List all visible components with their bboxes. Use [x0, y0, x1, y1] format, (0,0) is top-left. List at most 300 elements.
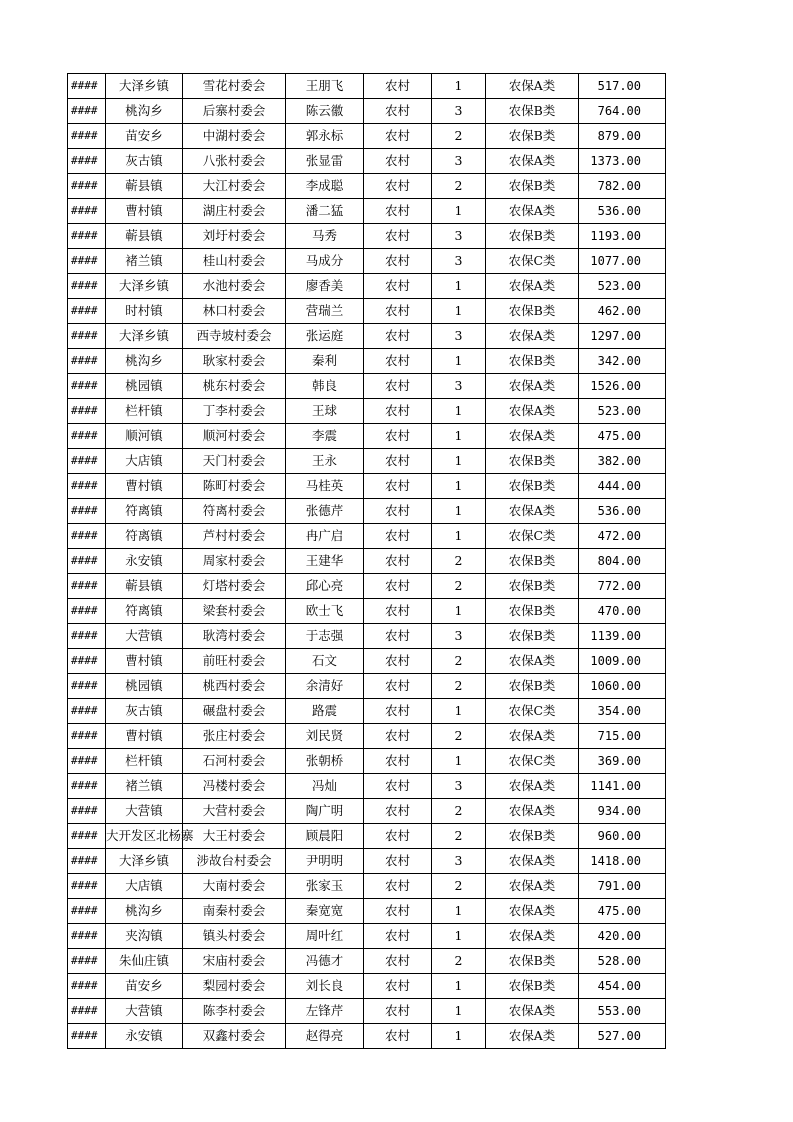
- village-cell: 大江村委会: [183, 174, 286, 199]
- name-cell: 廖香美: [286, 274, 364, 299]
- table-row: [68, 874, 666, 899]
- village-cell: 双鑫村委会: [183, 1024, 286, 1049]
- household-count-cell: 1: [432, 474, 486, 499]
- table-row: [68, 299, 666, 324]
- village-cell: 梁套村委会: [183, 599, 286, 624]
- area-type-cell: 农村: [364, 274, 432, 299]
- name-cell: 路震: [286, 699, 364, 724]
- town-cell: 灰古镇: [106, 149, 183, 174]
- name-cell: 王球: [286, 399, 364, 424]
- household-count-cell: 2: [432, 549, 486, 574]
- town-cell: 褚兰镇: [106, 249, 183, 274]
- name-cell: 邱心亮: [286, 574, 364, 599]
- name-cell: 周叶红: [286, 924, 364, 949]
- date-cell: ####: [68, 149, 106, 174]
- table-row: [68, 324, 666, 349]
- insurance-category-cell: 农保A类: [486, 324, 579, 349]
- town-cell: 苗安乡: [106, 124, 183, 149]
- insurance-category-cell: 农保B类: [486, 174, 579, 199]
- name-cell: 尹明明: [286, 849, 364, 874]
- name-cell: 马桂英: [286, 474, 364, 499]
- date-cell: ####: [68, 849, 106, 874]
- insurance-category-cell: 农保A类: [486, 874, 579, 899]
- table-row: [68, 849, 666, 874]
- date-cell: ####: [68, 674, 106, 699]
- town-cell: 桃沟乡: [106, 99, 183, 124]
- town-cell: 永安镇: [106, 1024, 183, 1049]
- date-cell: ####: [68, 899, 106, 924]
- name-cell: 刘长良: [286, 974, 364, 999]
- village-cell: 后寨村委会: [183, 99, 286, 124]
- area-type-cell: 农村: [364, 224, 432, 249]
- date-cell: ####: [68, 224, 106, 249]
- household-count-cell: 1: [432, 749, 486, 774]
- table-row: [68, 74, 666, 99]
- area-type-cell: 农村: [364, 674, 432, 699]
- village-cell: 南秦村委会: [183, 899, 286, 924]
- town-cell: 大营镇: [106, 799, 183, 824]
- table-row: [68, 699, 666, 724]
- name-cell: 秦宽宽: [286, 899, 364, 924]
- insurance-category-cell: 农保B类: [486, 674, 579, 699]
- amount-cell: 1141.00: [579, 774, 666, 799]
- area-type-cell: 农村: [364, 399, 432, 424]
- area-type-cell: 农村: [364, 899, 432, 924]
- village-cell: 灯塔村委会: [183, 574, 286, 599]
- date-cell: ####: [68, 924, 106, 949]
- town-cell: 时村镇: [106, 299, 183, 324]
- village-cell: 雪花村委会: [183, 74, 286, 99]
- amount-cell: 462.00: [579, 299, 666, 324]
- household-count-cell: 2: [432, 799, 486, 824]
- village-cell: 桂山村委会: [183, 249, 286, 274]
- amount-cell: 475.00: [579, 424, 666, 449]
- area-type-cell: 农村: [364, 824, 432, 849]
- area-type-cell: 农村: [364, 199, 432, 224]
- amount-cell: 1077.00: [579, 249, 666, 274]
- table-row: [68, 249, 666, 274]
- table-row: [68, 524, 666, 549]
- household-count-cell: 3: [432, 324, 486, 349]
- town-cell: 大泽乡镇: [106, 274, 183, 299]
- name-cell: 陈云徽: [286, 99, 364, 124]
- insurance-category-cell: 农保B类: [486, 349, 579, 374]
- table-row: [68, 374, 666, 399]
- area-type-cell: 农村: [364, 124, 432, 149]
- household-count-cell: 2: [432, 824, 486, 849]
- town-cell: 苗安乡: [106, 974, 183, 999]
- area-type-cell: 农村: [364, 799, 432, 824]
- amount-cell: 879.00: [579, 124, 666, 149]
- household-count-cell: 1: [432, 349, 486, 374]
- village-cell: 刘圩村委会: [183, 224, 286, 249]
- town-cell: 大营镇: [106, 999, 183, 1024]
- name-cell: 李成聪: [286, 174, 364, 199]
- table-row: [68, 749, 666, 774]
- insurance-category-cell: 农保B类: [486, 974, 579, 999]
- household-count-cell: 3: [432, 774, 486, 799]
- town-cell: 蕲县镇: [106, 574, 183, 599]
- date-cell: ####: [68, 349, 106, 374]
- amount-cell: 1193.00: [579, 224, 666, 249]
- insurance-category-cell: 农保B类: [486, 124, 579, 149]
- insurance-category-cell: 农保A类: [486, 849, 579, 874]
- date-cell: ####: [68, 649, 106, 674]
- household-count-cell: 3: [432, 849, 486, 874]
- town-cell: 桃园镇: [106, 374, 183, 399]
- date-cell: ####: [68, 174, 106, 199]
- date-cell: ####: [68, 599, 106, 624]
- village-cell: 天门村委会: [183, 449, 286, 474]
- household-count-cell: 1: [432, 899, 486, 924]
- amount-cell: 470.00: [579, 599, 666, 624]
- table-row: [68, 899, 666, 924]
- table-row: [68, 974, 666, 999]
- household-count-cell: 2: [432, 949, 486, 974]
- table-row: [68, 949, 666, 974]
- date-cell: ####: [68, 774, 106, 799]
- insurance-category-cell: 农保B类: [486, 574, 579, 599]
- town-cell: 符离镇: [106, 599, 183, 624]
- name-cell: 张朝桥: [286, 749, 364, 774]
- area-type-cell: 农村: [364, 249, 432, 274]
- village-cell: 张庄村委会: [183, 724, 286, 749]
- household-count-cell: 2: [432, 124, 486, 149]
- insurance-category-cell: 农保A类: [486, 274, 579, 299]
- amount-cell: 369.00: [579, 749, 666, 774]
- name-cell: 张德芹: [286, 499, 364, 524]
- household-count-cell: 2: [432, 724, 486, 749]
- area-type-cell: 农村: [364, 649, 432, 674]
- area-type-cell: 农村: [364, 299, 432, 324]
- name-cell: 王朋飞: [286, 74, 364, 99]
- town-cell: 符离镇: [106, 524, 183, 549]
- name-cell: 韩良: [286, 374, 364, 399]
- table-row: [68, 474, 666, 499]
- town-cell: 顺河镇: [106, 424, 183, 449]
- amount-cell: 934.00: [579, 799, 666, 824]
- insurance-category-cell: 农保A类: [486, 399, 579, 424]
- village-cell: 水池村委会: [183, 274, 286, 299]
- village-cell: 八张村委会: [183, 149, 286, 174]
- insurance-category-cell: 农保B类: [486, 599, 579, 624]
- insurance-category-cell: 农保B类: [486, 624, 579, 649]
- village-cell: 周家村委会: [183, 549, 286, 574]
- amount-cell: 454.00: [579, 974, 666, 999]
- area-type-cell: 农村: [364, 599, 432, 624]
- insurance-category-cell: 农保A类: [486, 199, 579, 224]
- amount-cell: 1009.00: [579, 649, 666, 674]
- insurance-category-cell: 农保A类: [486, 424, 579, 449]
- table-row: [68, 149, 666, 174]
- name-cell: 顾晨阳: [286, 824, 364, 849]
- table-row: [68, 174, 666, 199]
- table-body: [68, 74, 666, 1049]
- household-count-cell: 1: [432, 424, 486, 449]
- town-cell: 桃园镇: [106, 674, 183, 699]
- date-cell: ####: [68, 724, 106, 749]
- town-cell: 褚兰镇: [106, 774, 183, 799]
- town-cell: 蕲县镇: [106, 174, 183, 199]
- amount-cell: 804.00: [579, 549, 666, 574]
- area-type-cell: 农村: [364, 749, 432, 774]
- table-row: [68, 724, 666, 749]
- amount-cell: 764.00: [579, 99, 666, 124]
- amount-cell: 354.00: [579, 699, 666, 724]
- table-row: [68, 199, 666, 224]
- name-cell: 郭永标: [286, 124, 364, 149]
- village-cell: 耿家村委会: [183, 349, 286, 374]
- name-cell: 陶广明: [286, 799, 364, 824]
- village-cell: 耿湾村委会: [183, 624, 286, 649]
- name-cell: 左锋芹: [286, 999, 364, 1024]
- area-type-cell: 农村: [364, 349, 432, 374]
- area-type-cell: 农村: [364, 574, 432, 599]
- date-cell: ####: [68, 574, 106, 599]
- name-cell: 马秀: [286, 224, 364, 249]
- area-type-cell: 农村: [364, 1024, 432, 1049]
- table-row: [68, 624, 666, 649]
- insurance-category-cell: 农保B类: [486, 474, 579, 499]
- household-count-cell: 1: [432, 699, 486, 724]
- town-cell: 夹沟镇: [106, 924, 183, 949]
- amount-cell: 536.00: [579, 199, 666, 224]
- name-cell: 秦利: [286, 349, 364, 374]
- area-type-cell: 农村: [364, 774, 432, 799]
- insurance-category-cell: 农保B类: [486, 224, 579, 249]
- area-type-cell: 农村: [364, 449, 432, 474]
- data-table: [67, 73, 666, 1049]
- table-row: [68, 549, 666, 574]
- household-count-cell: 1: [432, 1024, 486, 1049]
- household-count-cell: 2: [432, 174, 486, 199]
- household-count-cell: 1: [432, 599, 486, 624]
- table-row: [68, 424, 666, 449]
- village-cell: 大南村委会: [183, 874, 286, 899]
- village-cell: 镇头村委会: [183, 924, 286, 949]
- table-row: [68, 824, 666, 849]
- amount-cell: 1526.00: [579, 374, 666, 399]
- table-row: [68, 124, 666, 149]
- household-count-cell: 1: [432, 399, 486, 424]
- village-cell: 陈李村委会: [183, 999, 286, 1024]
- table-row: [68, 774, 666, 799]
- town-cell: 大营镇: [106, 624, 183, 649]
- table-row: [68, 1024, 666, 1049]
- insurance-category-cell: 农保A类: [486, 899, 579, 924]
- town-cell: 曹村镇: [106, 199, 183, 224]
- date-cell: ####: [68, 1024, 106, 1049]
- table-row: [68, 599, 666, 624]
- table-row: [68, 574, 666, 599]
- household-count-cell: 3: [432, 224, 486, 249]
- date-cell: ####: [68, 499, 106, 524]
- area-type-cell: 农村: [364, 99, 432, 124]
- table-row: [68, 449, 666, 474]
- area-type-cell: 农村: [364, 474, 432, 499]
- insurance-category-cell: 农保C类: [486, 249, 579, 274]
- amount-cell: 1418.00: [579, 849, 666, 874]
- area-type-cell: 农村: [364, 999, 432, 1024]
- village-cell: 陈町村委会: [183, 474, 286, 499]
- household-count-cell: 2: [432, 674, 486, 699]
- name-cell: 李震: [286, 424, 364, 449]
- table-row: [68, 674, 666, 699]
- date-cell: ####: [68, 299, 106, 324]
- area-type-cell: 农村: [364, 324, 432, 349]
- village-cell: 大王村委会: [183, 824, 286, 849]
- household-count-cell: 3: [432, 99, 486, 124]
- date-cell: ####: [68, 399, 106, 424]
- insurance-category-cell: 农保A类: [486, 149, 579, 174]
- date-cell: ####: [68, 624, 106, 649]
- date-cell: ####: [68, 74, 106, 99]
- town-cell: 大泽乡镇: [106, 74, 183, 99]
- insurance-category-cell: 农保A类: [486, 649, 579, 674]
- amount-cell: 1060.00: [579, 674, 666, 699]
- household-count-cell: 3: [432, 149, 486, 174]
- name-cell: 营瑞兰: [286, 299, 364, 324]
- date-cell: ####: [68, 374, 106, 399]
- town-cell: 大店镇: [106, 874, 183, 899]
- name-cell: 冉广启: [286, 524, 364, 549]
- insurance-category-cell: 农保B类: [486, 949, 579, 974]
- household-count-cell: 2: [432, 649, 486, 674]
- village-cell: 前旺村委会: [183, 649, 286, 674]
- insurance-category-cell: 农保A类: [486, 74, 579, 99]
- name-cell: 石文: [286, 649, 364, 674]
- village-cell: 湖庄村委会: [183, 199, 286, 224]
- insurance-category-cell: 农保A类: [486, 724, 579, 749]
- name-cell: 马成分: [286, 249, 364, 274]
- amount-cell: 472.00: [579, 524, 666, 549]
- table-row: [68, 799, 666, 824]
- village-cell: 宋庙村委会: [183, 949, 286, 974]
- amount-cell: 382.00: [579, 449, 666, 474]
- area-type-cell: 农村: [364, 724, 432, 749]
- name-cell: 刘民贤: [286, 724, 364, 749]
- household-count-cell: 1: [432, 999, 486, 1024]
- insurance-category-cell: 农保B类: [486, 299, 579, 324]
- village-cell: 桃西村委会: [183, 674, 286, 699]
- village-cell: 大营村委会: [183, 799, 286, 824]
- amount-cell: 1297.00: [579, 324, 666, 349]
- table-row: [68, 924, 666, 949]
- amount-cell: 1139.00: [579, 624, 666, 649]
- insurance-category-cell: 农保B类: [486, 824, 579, 849]
- town-cell: 桃沟乡: [106, 349, 183, 374]
- area-type-cell: 农村: [364, 949, 432, 974]
- town-cell: 符离镇: [106, 499, 183, 524]
- insurance-category-cell: 农保A类: [486, 499, 579, 524]
- table-row: [68, 99, 666, 124]
- amount-cell: 342.00: [579, 349, 666, 374]
- insurance-category-cell: 农保C类: [486, 524, 579, 549]
- village-cell: 芦村村委会: [183, 524, 286, 549]
- amount-cell: 715.00: [579, 724, 666, 749]
- insurance-category-cell: 农保B类: [486, 99, 579, 124]
- area-type-cell: 农村: [364, 699, 432, 724]
- amount-cell: 527.00: [579, 1024, 666, 1049]
- date-cell: ####: [68, 199, 106, 224]
- area-type-cell: 农村: [364, 499, 432, 524]
- date-cell: ####: [68, 874, 106, 899]
- household-count-cell: 1: [432, 74, 486, 99]
- insurance-category-cell: 农保B类: [486, 549, 579, 574]
- name-cell: 余清好: [286, 674, 364, 699]
- date-cell: ####: [68, 999, 106, 1024]
- name-cell: 张显雷: [286, 149, 364, 174]
- town-cell: 曹村镇: [106, 649, 183, 674]
- date-cell: ####: [68, 99, 106, 124]
- insurance-category-cell: 农保A类: [486, 924, 579, 949]
- table-row: [68, 999, 666, 1024]
- town-cell: 朱仙庄镇: [106, 949, 183, 974]
- amount-cell: 523.00: [579, 399, 666, 424]
- insurance-category-cell: 农保C类: [486, 699, 579, 724]
- name-cell: 冯德才: [286, 949, 364, 974]
- amount-cell: 553.00: [579, 999, 666, 1024]
- amount-cell: 1373.00: [579, 149, 666, 174]
- insurance-category-cell: 农保A类: [486, 1024, 579, 1049]
- household-count-cell: 1: [432, 974, 486, 999]
- date-cell: ####: [68, 799, 106, 824]
- amount-cell: 960.00: [579, 824, 666, 849]
- date-cell: ####: [68, 699, 106, 724]
- area-type-cell: 农村: [364, 374, 432, 399]
- household-count-cell: 3: [432, 249, 486, 274]
- date-cell: ####: [68, 449, 106, 474]
- village-cell: 顺河村委会: [183, 424, 286, 449]
- insurance-category-cell: 农保A类: [486, 999, 579, 1024]
- name-cell: 冯灿: [286, 774, 364, 799]
- area-type-cell: 农村: [364, 174, 432, 199]
- village-cell: 冯楼村委会: [183, 774, 286, 799]
- area-type-cell: 农村: [364, 424, 432, 449]
- table-row: [68, 499, 666, 524]
- name-cell: 赵得亮: [286, 1024, 364, 1049]
- table-row: [68, 649, 666, 674]
- insurance-category-cell: 农保A类: [486, 374, 579, 399]
- town-cell: 永安镇: [106, 549, 183, 574]
- household-count-cell: 1: [432, 449, 486, 474]
- date-cell: ####: [68, 949, 106, 974]
- amount-cell: 475.00: [579, 899, 666, 924]
- date-cell: ####: [68, 824, 106, 849]
- date-cell: ####: [68, 424, 106, 449]
- insurance-category-cell: 农保C类: [486, 749, 579, 774]
- household-count-cell: 1: [432, 199, 486, 224]
- household-count-cell: 2: [432, 574, 486, 599]
- amount-cell: 782.00: [579, 174, 666, 199]
- area-type-cell: 农村: [364, 849, 432, 874]
- household-count-cell: 1: [432, 524, 486, 549]
- town-cell: 蕲县镇: [106, 224, 183, 249]
- town-cell: 大开发区北杨寨: [106, 824, 183, 849]
- insurance-category-cell: 农保A类: [486, 774, 579, 799]
- amount-cell: 420.00: [579, 924, 666, 949]
- household-count-cell: 1: [432, 499, 486, 524]
- table-row: [68, 399, 666, 424]
- name-cell: 欧士飞: [286, 599, 364, 624]
- town-cell: 大泽乡镇: [106, 324, 183, 349]
- name-cell: 潘二猛: [286, 199, 364, 224]
- household-count-cell: 2: [432, 874, 486, 899]
- date-cell: ####: [68, 124, 106, 149]
- amount-cell: 517.00: [579, 74, 666, 99]
- town-cell: 灰古镇: [106, 699, 183, 724]
- date-cell: ####: [68, 274, 106, 299]
